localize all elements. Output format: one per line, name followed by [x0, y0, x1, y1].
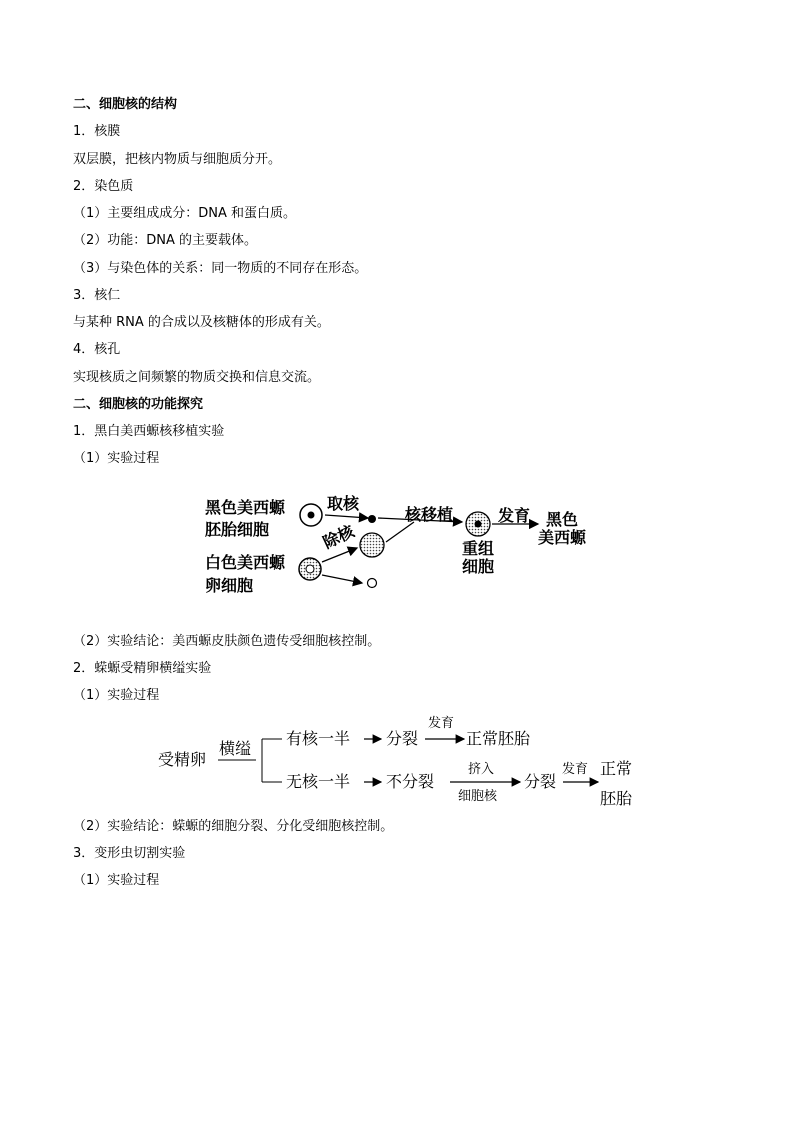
divide-2-label: 分裂 [524, 772, 557, 791]
experiment-2-process: （1）实验过程 [73, 688, 160, 703]
nuclear-pore-text: 实现核质之间频繁的物质交换和信息交流。 [73, 370, 321, 385]
divide-label: 分裂 [386, 729, 419, 748]
experiment-2-title: 2．蝾螈受精卵横缢实验 [73, 661, 212, 676]
nucleus-label: 细胞核 [458, 789, 498, 804]
result-label-2: 美西螈 [538, 528, 587, 547]
top-develop-label: 发育 [428, 716, 455, 731]
black-cell-label-1: 黑色美西螈 [205, 498, 286, 517]
white-cell-label-2: 卵细胞 [205, 576, 254, 595]
chromatin-point-3: （3）与染色体的关系：同一物质的不同存在形态。 [73, 261, 368, 276]
normal-label-2: 胚胎 [600, 789, 633, 808]
transplant-label: 核移植 [405, 505, 454, 524]
take-nucleus-label: 取核 [327, 494, 360, 513]
bottom-develop-label: 发育 [562, 762, 589, 777]
normal-label-1: 正常 [600, 759, 633, 778]
section-nuclear-envelope-title: 1．核膜 [73, 124, 121, 139]
constrict-label: 横缢 [219, 739, 252, 758]
experiment-1-process: （1）实验过程 [73, 451, 160, 466]
remove-nucleus-label: 除核 [320, 521, 358, 553]
normal-embryo-label: 正常胚胎 [466, 729, 531, 748]
experiment-3-process: （1）实验过程 [73, 873, 160, 888]
black-cell-label-2: 胚胎细胞 [205, 520, 270, 539]
section-chromatin-title: 2．染色质 [73, 179, 134, 194]
white-cell-label-1: 白色美西螈 [205, 553, 286, 572]
with-nucleus-half-label: 有核一半 [286, 729, 351, 748]
develop-label: 发育 [498, 506, 531, 525]
chromatin-point-1: （1）主要组成成分：DNA 和蛋白质。 [73, 206, 297, 221]
insert-label: 挤入 [468, 762, 495, 777]
nucleolus-text: 与某种 RNA 的合成以及核糖体的形成有关。 [73, 315, 330, 330]
recombined-label-1: 重组 [462, 539, 495, 558]
section-nucleolus-title: 3．核仁 [73, 288, 121, 303]
zygote-label: 受精卵 [158, 750, 207, 769]
no-divide-label: 不分裂 [386, 772, 435, 791]
experiment-1-conclusion: （2）实验结论：美西螈皮肤颜色遗传受细胞核控制。 [73, 634, 381, 649]
experiment-1-title: 1．黑白美西螈核移植实验 [73, 424, 225, 439]
chromatin-point-2: （2）功能：DNA 的主要载体。 [73, 233, 258, 248]
heading-structure: 二、细胞核的结构 [73, 97, 178, 112]
without-nucleus-half-label: 无核一半 [286, 772, 351, 791]
result-label-1: 黑色 [546, 510, 579, 529]
section-nuclear-pore-title: 4．核孔 [73, 342, 121, 357]
experiment-2-conclusion: （2）实验结论：蝾螈的细胞分裂、分化受细胞核控制。 [73, 819, 394, 834]
heading-function: 二、细胞核的功能探究 [73, 397, 204, 412]
recombined-label-2: 细胞 [462, 557, 495, 576]
experiment-3-title: 3．变形虫切割实验 [73, 846, 186, 861]
nuclear-envelope-text: 双层膜，把核内物质与细胞质分开。 [73, 152, 282, 167]
